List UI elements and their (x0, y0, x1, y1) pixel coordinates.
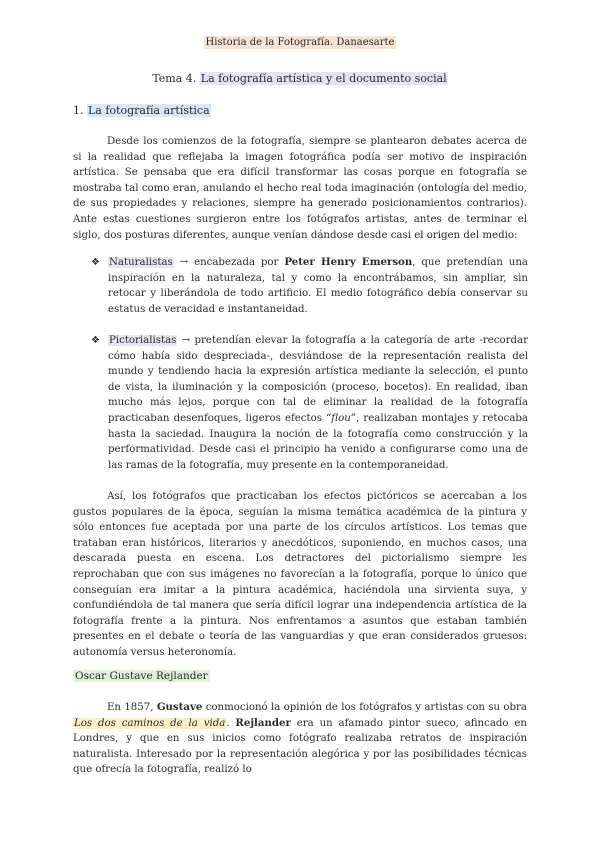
paragraph-pictorialism: Así, los fotógrafos que practicaban los efectos pictóricos se acercaban a los gustos populares de la época, seguían la misma temática académica de la pintura y sólo entonces fue aceptada por una parte de los círculos artísticos. Los temas que trataban eran históricos, literarios y anecdóticos, suponiendo, en muchos casos, una descarada puesta en escena. Los detractores del pictorialismo siempre les reprochaban que con sus imágenes no favorecían a la fotografía, porque lo único que conseguían era imitar a la pintura académica, haciéndola una sirvienta suya, y confundiéndola de tal manera que sería difícil lograr una independencia artística de la fotografía frente a la pintura. Nos enfrentamos a asuntos que estaban también presentes en el debate o teoría de las vanguardias y que eran considerados gruesos: autonomía versus heteronomía. (73, 491, 527, 658)
bullet-text: pretendían elevar la fotografía a la categoría de arte -recordar cómo había sido despreciada-, desviándose de la representación realista del mundo y tendiendo hacia la expresión artística mediante la selección, el punto de vista, la iluminación y la composición (proceso, bocetos). En realidad, iban mucho más lejos, porque con tal de eliminar la realidad de la fotografía practicaban desenfoques, ligeros efectos (108, 335, 528, 424)
work-title: Los dos caminos de la vida (74, 717, 226, 729)
arrow-icon: → (179, 257, 189, 268)
text-span: era un afamado pintor sueco, afincado en Londres, y que en sus inicios como fotógrafo realizaba retratos de inspiración naturalista. Interesado por la representación alegórica y por las posibilidades técnicas que ofrecía la fotografía, realizó lo (73, 717, 527, 776)
bullet-body (108, 333, 528, 473)
section-number: 1. (73, 104, 84, 117)
bullet-text-rest: , que pretendían una inspiración en la naturaleza, tal y como la encontrábamos, sin ampliar, sin retocar y liberándola de todo artificio. El medio fotográfico debía conservar su estatus de veracidad e instantaneidad. (108, 257, 528, 315)
name-gustave: Gustave (156, 701, 203, 713)
bullet-pictorialistas (91, 333, 528, 473)
topic-title (0, 72, 600, 85)
page-header (0, 37, 600, 48)
text-span: En 1857, (107, 702, 154, 713)
section-heading (73, 104, 211, 117)
arrow-icon: → (181, 335, 191, 346)
text-span: conmocionó la opinión de los fotógrafos y artistas con su obra (205, 702, 527, 713)
text-span: . (226, 717, 230, 729)
term-flou: “flou” (326, 412, 356, 424)
bullet-text: encabezada por (194, 257, 279, 268)
section-title: La fotografía artística (88, 104, 210, 117)
bullet-naturalistas (91, 255, 528, 317)
paragraph-intro: Desde los comienzos de la fotografía, siempre se plantearon debates acerca de si la realidad que reflejaba la imagen fotográfica podía ser motivo de inspiración artística. Se pensaba que era difícil transformar las cosas porque en fotografía se mostraba tal como eran, anulando el hecho real toda imaginación (ontología del medio, de sus propiedades y relaciones, siempre ha generado posicionamientos contrarios). Ante estas cuestiones surgieron entre los fotógrafos artistas, antes de terminar el siglo, dos posturas diferentes, aunque venían dándose desde casi el origen del medio: (73, 136, 527, 241)
name-rejlander: Rejlander (235, 716, 291, 729)
bullet-text-rest: , realizaban montajes y retocaba hasta la saciedad. Inaugura la noción de la fotografía como construcción y la performatividad. Desde casi el principio ha venido a configurarse como una de las ramas de la fotografía, muy presente en la contemporaneidad. (108, 412, 528, 471)
term-pictorialistas: Pictorialistas (109, 335, 177, 346)
bullet-diamond-icon: ❖ (91, 257, 100, 268)
name-emerson: Peter Henry Emerson (284, 256, 413, 268)
header-title: Historia de la Fotografía. Danaesarte (205, 37, 395, 48)
topic-prefix: Tema 4. (152, 72, 197, 85)
bullet-diamond-icon: ❖ (91, 335, 100, 346)
subheading-text: Oscar Gustave Rejlander (75, 670, 208, 682)
bullet-body (108, 255, 528, 317)
subheading-rejlander (73, 670, 210, 682)
term-naturalistas: Naturalistas (109, 257, 173, 268)
paragraph-rejlander (73, 700, 527, 778)
topic-title-text: La fotografía artística y el documento social (200, 72, 447, 85)
